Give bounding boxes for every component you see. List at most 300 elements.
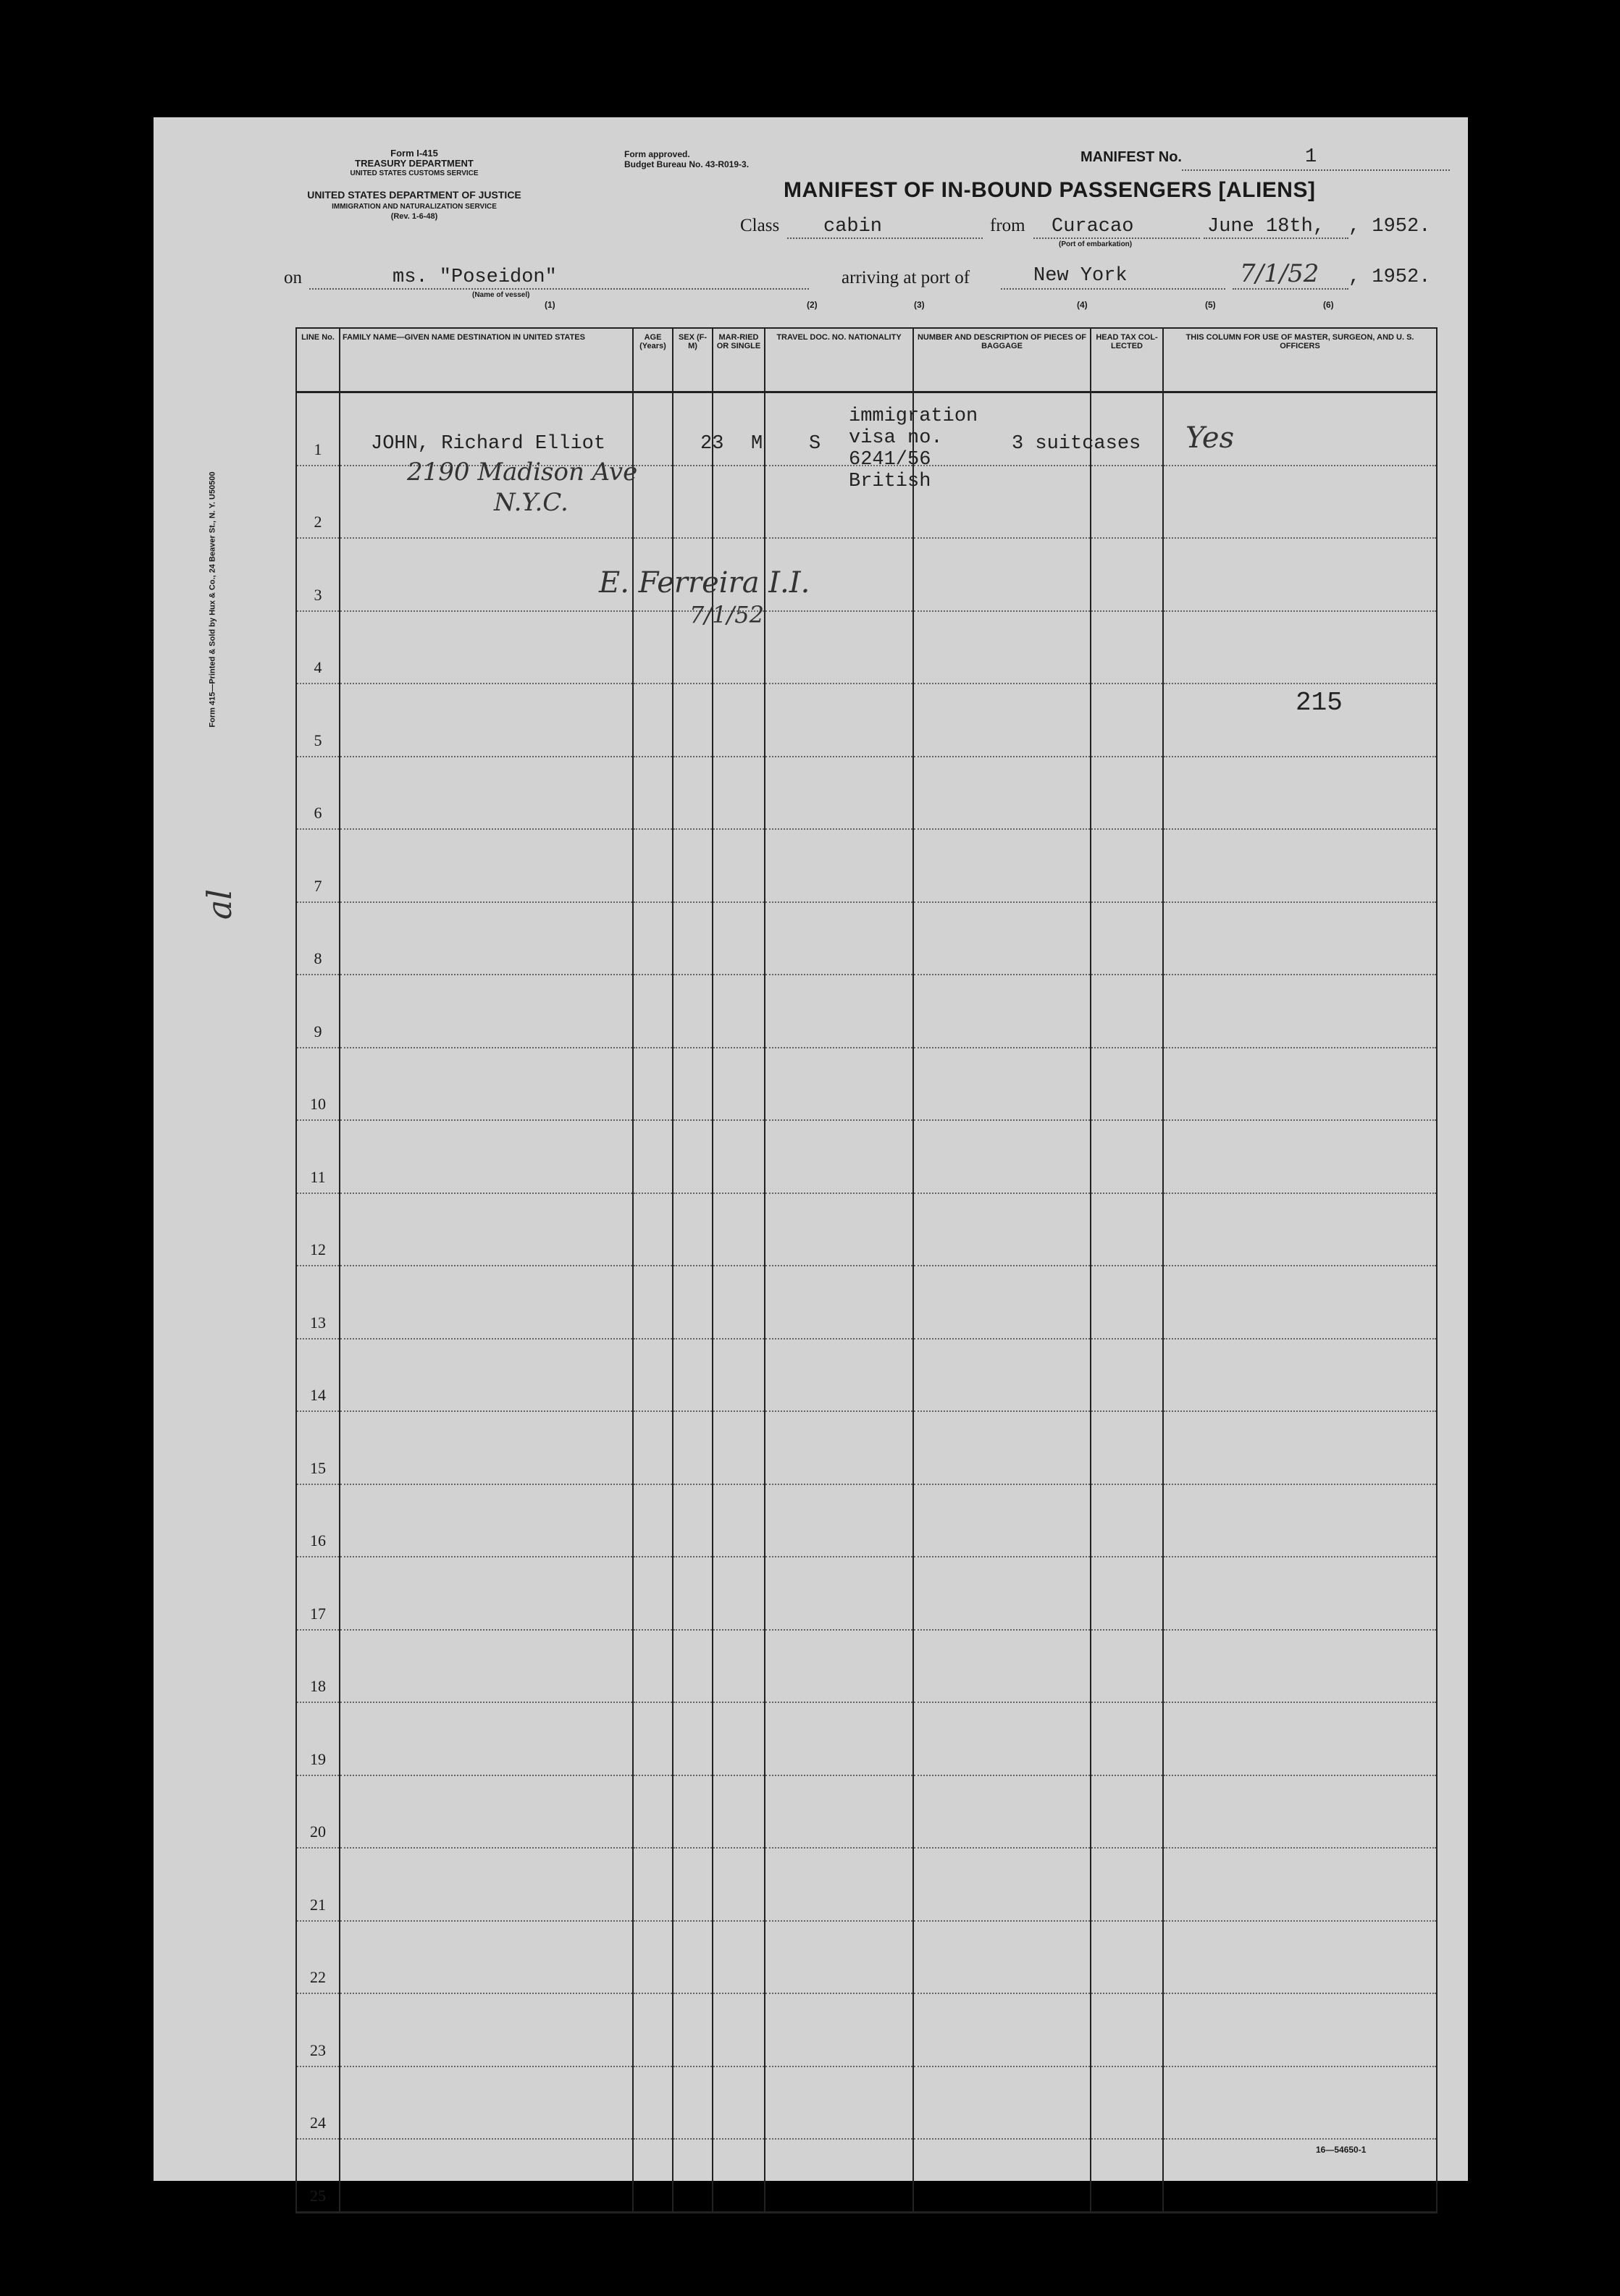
table-row <box>296 538 1437 611</box>
table-cell <box>673 1266 713 1339</box>
line-number: 15 <box>296 1411 340 1484</box>
table-cell <box>633 1048 673 1121</box>
travel-doc-line2: visa no. <box>849 427 943 449</box>
arriving-label: arriving at port of <box>842 268 970 287</box>
table-cell <box>633 1702 673 1775</box>
table-cell <box>1163 1993 1437 2066</box>
table-cell <box>673 2139 713 2212</box>
line-number: 20 <box>296 1775 340 1849</box>
table-cell <box>713 1339 765 1412</box>
line-number: 6 <box>296 757 340 830</box>
class-value: cabin <box>823 216 883 237</box>
dept-of-justice: UNITED STATES DEPARTMENT OF JUSTICE <box>307 189 521 201</box>
table-cell <box>1091 2139 1163 2212</box>
table-row <box>296 1702 1437 1775</box>
table-row <box>296 1120 1437 1193</box>
table-cell <box>913 1921 1091 1994</box>
table-cell <box>633 684 673 757</box>
table-cell <box>913 611 1091 684</box>
table-cell <box>913 2139 1091 2212</box>
table-cell <box>1091 1120 1163 1193</box>
table-cell <box>1091 1775 1163 1849</box>
table-cell <box>765 1848 913 1921</box>
table-row <box>296 757 1437 830</box>
port-embarkation-note: (Port of embarkation) <box>1059 240 1133 248</box>
table-cell <box>1091 829 1163 902</box>
table-cell <box>633 1266 673 1339</box>
table-cell <box>340 1193 633 1266</box>
embarkation-year: , 1952. <box>1348 216 1431 237</box>
table-cell <box>673 1702 713 1775</box>
table-cell <box>1091 2066 1163 2140</box>
table-cell <box>673 1630 713 1703</box>
signature-date: 7/1/52 <box>689 601 764 628</box>
table-cell <box>765 1411 913 1484</box>
table-cell <box>1091 611 1163 684</box>
table-row <box>296 1848 1437 1921</box>
table-cell <box>1091 1993 1163 2066</box>
table-cell <box>1163 1630 1437 1703</box>
head-tax-handwritten: Yes <box>1185 421 1235 455</box>
table-cell <box>340 1339 633 1412</box>
immigration-service: IMMIGRATION AND NATURALIZATION SERVICE <box>332 203 497 211</box>
table-cell <box>913 1775 1091 1849</box>
vessel-name: ms. "Poseidon" <box>393 266 557 288</box>
passenger-marital: S <box>809 433 821 455</box>
table-row <box>296 2139 1437 2212</box>
table-cell <box>913 1411 1091 1484</box>
table-cell <box>913 829 1091 902</box>
table-cell <box>673 1775 713 1849</box>
passenger-name: JOHN, Richard Elliot <box>371 433 606 455</box>
table-cell <box>673 466 713 539</box>
table-cell <box>1091 1557 1163 1630</box>
table-row <box>296 1048 1437 1121</box>
table-cell <box>673 1048 713 1121</box>
table-cell <box>913 1702 1091 1775</box>
table-cell <box>633 1921 673 1994</box>
table-cell <box>673 975 713 1048</box>
table-cell <box>713 1266 765 1339</box>
table-cell <box>1163 902 1437 975</box>
line-number: 4 <box>296 611 340 684</box>
margin-handwritten-note: al <box>200 888 240 920</box>
table-cell <box>1163 1120 1437 1193</box>
line-number: 13 <box>296 1266 340 1339</box>
table-cell <box>1163 538 1437 611</box>
line-number: 14 <box>296 1339 340 1412</box>
column-number-1: (1) <box>545 300 555 310</box>
table-cell <box>1163 611 1437 684</box>
table-cell <box>633 757 673 830</box>
table-cell <box>913 1630 1091 1703</box>
revision-date: (Rev. 1-6-48) <box>390 212 438 221</box>
embarkation-date: June 18th, <box>1207 216 1325 237</box>
table-cell <box>1091 975 1163 1048</box>
port-embarkation: Curacao <box>1052 216 1134 237</box>
table-row <box>296 1339 1437 1412</box>
line-number: 24 <box>296 2066 340 2140</box>
table-cell <box>765 1993 913 2066</box>
table-row <box>296 611 1437 684</box>
table-cell <box>1091 1921 1163 1994</box>
line-number: 23 <box>296 1993 340 2066</box>
table-cell <box>340 1848 633 1921</box>
table-row <box>296 975 1437 1048</box>
table-cell <box>633 1411 673 1484</box>
table-cell <box>340 2066 633 2140</box>
table-cell <box>913 538 1091 611</box>
table-cell <box>633 392 673 466</box>
table-cell <box>765 757 913 830</box>
table-cell <box>1163 1484 1437 1557</box>
col-header-baggage: NUMBER AND DESCRIPTION OF PIECES OF BAGGAGE <box>913 328 1091 392</box>
table-cell <box>1163 1339 1437 1412</box>
table-cell <box>713 829 765 902</box>
table-cell <box>633 2066 673 2140</box>
arrival-year: , 1952. <box>1348 266 1431 288</box>
treasury-department: TREASURY DEPARTMENT <box>355 158 474 169</box>
line-number: 17 <box>296 1557 340 1630</box>
address-handwritten-2: N.Y.C. <box>494 488 568 517</box>
table-cell <box>713 1993 765 2066</box>
col-header-headtax: HEAD TAX COL-LECTED <box>1091 328 1163 392</box>
table-cell <box>765 1048 913 1121</box>
table-cell <box>1163 1048 1437 1121</box>
table-cell <box>633 1557 673 1630</box>
table-cell <box>713 1048 765 1121</box>
table-cell <box>913 902 1091 975</box>
manifest-no-label: MANIFEST No. <box>1080 149 1182 165</box>
class-line <box>787 237 983 239</box>
table-cell <box>913 684 1091 757</box>
date-line <box>1204 237 1348 239</box>
table-cell <box>1163 2139 1437 2212</box>
table-cell <box>340 1630 633 1703</box>
table-cell <box>673 902 713 975</box>
table-cell <box>913 1339 1091 1412</box>
table-cell <box>633 1630 673 1703</box>
table-cell <box>713 684 765 757</box>
table-cell <box>340 1120 633 1193</box>
table-cell <box>673 1993 713 2066</box>
nationality: British <box>849 471 931 492</box>
form-number: Form I-415 <box>390 148 438 159</box>
table-cell <box>673 1848 713 1921</box>
manifest-no-value: 1 <box>1305 146 1317 168</box>
table-row <box>296 684 1437 757</box>
officer-stamp-number: 215 <box>1296 688 1343 718</box>
table-cell <box>673 1557 713 1630</box>
table-row <box>296 1411 1437 1484</box>
table-cell <box>1091 1339 1163 1412</box>
table-cell <box>340 684 633 757</box>
table-cell <box>713 1411 765 1484</box>
table-cell <box>1163 757 1437 830</box>
on-label: on <box>284 268 302 287</box>
table-cell <box>765 1921 913 1994</box>
table-cell <box>1163 829 1437 902</box>
line-number: 19 <box>296 1702 340 1775</box>
table-cell <box>1163 1557 1437 1630</box>
table-cell <box>1163 1775 1437 1849</box>
line-number: 18 <box>296 1630 340 1703</box>
form-approved: Form approved. <box>624 149 690 159</box>
passenger-table <box>295 327 1438 2213</box>
line-number: 8 <box>296 902 340 975</box>
table-cell <box>340 1484 633 1557</box>
table-cell <box>673 829 713 902</box>
table-cell <box>913 1484 1091 1557</box>
col-header-line: LINE No. <box>296 328 340 392</box>
col-header-sex: SEX (F-M) <box>673 328 713 392</box>
table-cell <box>913 1193 1091 1266</box>
table-cell <box>765 902 913 975</box>
table-cell <box>340 829 633 902</box>
line-number: 10 <box>296 1048 340 1121</box>
table-cell <box>913 1048 1091 1121</box>
col-header-name: FAMILY NAME—GIVEN NAME DESTINATION IN UNITED STATES <box>340 328 633 392</box>
table-cell <box>913 757 1091 830</box>
table-cell <box>633 1193 673 1266</box>
table-cell <box>713 2066 765 2140</box>
table-cell <box>765 1775 913 1849</box>
table-cell <box>913 975 1091 1048</box>
table-cell <box>673 1120 713 1193</box>
table-cell <box>340 1921 633 1994</box>
table-row <box>296 1266 1437 1339</box>
table-row <box>296 1921 1437 1994</box>
table-cell <box>673 1411 713 1484</box>
table-body <box>296 392 1437 2213</box>
table-cell <box>713 757 765 830</box>
column-number-4: (4) <box>1077 300 1088 310</box>
table-cell <box>1091 1848 1163 1921</box>
table-cell <box>633 1484 673 1557</box>
table-header <box>296 328 1437 392</box>
table-cell <box>340 538 633 611</box>
table-cell <box>713 466 765 539</box>
table-cell <box>340 1266 633 1339</box>
table-cell <box>713 1630 765 1703</box>
table-cell <box>1091 466 1163 539</box>
table-row <box>296 2066 1437 2140</box>
table-cell <box>633 902 673 975</box>
table-cell <box>633 1120 673 1193</box>
table-cell <box>1091 1048 1163 1121</box>
table-cell <box>1163 975 1437 1048</box>
column-number-6: (6) <box>1323 300 1334 310</box>
table-cell <box>713 1193 765 1266</box>
line-number: 5 <box>296 684 340 757</box>
table-row <box>296 902 1437 975</box>
address-handwritten-1: 2190 Madison Ave <box>407 458 638 487</box>
table-cell <box>765 1702 913 1775</box>
table-cell <box>713 1702 765 1775</box>
column-number-2: (2) <box>807 300 818 310</box>
column-number-5: (5) <box>1205 300 1216 310</box>
table-cell <box>633 829 673 902</box>
table-cell <box>913 2066 1091 2140</box>
table-cell <box>713 1848 765 1921</box>
baggage-description: 3 suitcases <box>1012 433 1141 455</box>
col-header-officers: THIS COLUMN FOR USE OF MASTER, SURGEON, AND U. S. OFFICERS <box>1163 328 1437 392</box>
table-cell <box>633 611 673 684</box>
table-cell <box>673 2066 713 2140</box>
table-cell <box>1163 1411 1437 1484</box>
form-footer-code: 16—54650-1 <box>1316 2145 1367 2155</box>
passenger-age: 23 <box>700 433 724 455</box>
budget-bureau: Budget Bureau No. 43-R019-3. <box>624 159 750 169</box>
table-cell <box>340 902 633 975</box>
line-number: 2 <box>296 466 340 539</box>
line-number: 11 <box>296 1120 340 1193</box>
line-number: 12 <box>296 1193 340 1266</box>
table-cell <box>913 1120 1091 1193</box>
arrival-port: New York <box>1033 265 1128 287</box>
table-cell <box>913 466 1091 539</box>
table-cell <box>340 1775 633 1849</box>
table-cell <box>633 1775 673 1849</box>
table-cell <box>765 829 913 902</box>
table-cell <box>1091 1630 1163 1703</box>
table-cell <box>1091 1193 1163 1266</box>
table-cell <box>765 2066 913 2140</box>
table-cell <box>340 757 633 830</box>
table-cell <box>340 1557 633 1630</box>
travel-doc-line3: 6241/56 <box>849 449 931 471</box>
table-cell <box>340 1993 633 2066</box>
table-cell <box>673 757 713 830</box>
table-cell <box>633 1848 673 1921</box>
class-label: Class <box>740 216 780 235</box>
table-cell <box>340 2139 633 2212</box>
table-cell <box>340 975 633 1048</box>
table-cell <box>765 684 913 757</box>
from-label: from <box>990 216 1025 235</box>
table-cell <box>765 1630 913 1703</box>
line-number: 9 <box>296 975 340 1048</box>
table-cell <box>713 902 765 975</box>
table-cell <box>1091 902 1163 975</box>
table-cell <box>713 1120 765 1193</box>
table-cell <box>633 1993 673 2066</box>
table-cell <box>913 1993 1091 2066</box>
line-number: 1 <box>296 392 340 466</box>
table-row <box>296 1484 1437 1557</box>
table-cell <box>673 1339 713 1412</box>
table-cell <box>1163 1702 1437 1775</box>
table-cell <box>633 1339 673 1412</box>
manifest-no-line <box>1182 169 1450 171</box>
table-cell <box>1091 757 1163 830</box>
table-cell <box>340 611 633 684</box>
arrival-date-handwritten: 7/1/52 <box>1240 259 1319 288</box>
customs-service: UNITED STATES CUSTOMS SERVICE <box>350 169 479 177</box>
line-number: 22 <box>296 1921 340 1994</box>
table-cell <box>765 1266 913 1339</box>
col-header-married: MAR-RIED OR SINGLE <box>713 328 765 392</box>
table-cell <box>765 611 913 684</box>
table-cell <box>713 2139 765 2212</box>
table-row <box>296 829 1437 902</box>
table-cell <box>1163 1193 1437 1266</box>
table-cell <box>713 1921 765 1994</box>
table-cell <box>713 1557 765 1630</box>
table-cell <box>340 1048 633 1121</box>
table-cell <box>913 1557 1091 1630</box>
table-cell <box>713 1775 765 1849</box>
vessel-note: (Name of vessel) <box>472 291 530 299</box>
column-number-3: (3) <box>914 300 925 310</box>
table-cell <box>673 1484 713 1557</box>
table-cell <box>1163 466 1437 539</box>
line-number: 7 <box>296 829 340 902</box>
table-row <box>296 1193 1437 1266</box>
vessel-line <box>309 288 809 290</box>
line-number: 3 <box>296 538 340 611</box>
table-cell <box>765 975 913 1048</box>
table-cell <box>673 684 713 757</box>
table-cell <box>1163 1921 1437 1994</box>
table-cell <box>1091 684 1163 757</box>
table-row <box>296 1993 1437 2066</box>
table-cell <box>913 1266 1091 1339</box>
travel-doc-line1: immigration <box>849 405 978 427</box>
table-cell <box>633 466 673 539</box>
table-cell <box>633 2139 673 2212</box>
manifest-title: MANIFEST OF IN-BOUND PASSENGERS [ALIENS] <box>784 178 1316 202</box>
table-cell <box>673 1921 713 1994</box>
passenger-sex: M <box>751 433 763 455</box>
table-cell <box>340 1411 633 1484</box>
line-number: 21 <box>296 1848 340 1921</box>
table-cell <box>1091 1484 1163 1557</box>
table-cell <box>765 1193 913 1266</box>
table-cell <box>713 1484 765 1557</box>
col-header-travel: TRAVEL DOC. NO. NATIONALITY <box>765 328 913 392</box>
table-cell <box>340 1702 633 1775</box>
inspector-signature: E. Ferreira I.I. <box>599 566 810 600</box>
table-cell <box>1091 1411 1163 1484</box>
table-cell <box>765 1339 913 1412</box>
table-cell <box>1091 538 1163 611</box>
manifest-page <box>154 117 1468 2205</box>
table-cell <box>1091 1266 1163 1339</box>
printer-imprint: Form 415—Printed & Sold by Hux & Co., 24 Beaver St., N. Y. U50500 <box>208 471 217 728</box>
table-cell <box>765 1557 913 1630</box>
from-line <box>1033 237 1200 239</box>
table-cell <box>765 1120 913 1193</box>
table-cell <box>633 975 673 1048</box>
line-number: 16 <box>296 1484 340 1557</box>
table-cell <box>1163 1848 1437 1921</box>
table-cell <box>1091 1702 1163 1775</box>
col-header-age: AGE (Years) <box>633 328 673 392</box>
table-cell <box>1163 1266 1437 1339</box>
table-row <box>296 1775 1437 1849</box>
table-cell <box>765 1484 913 1557</box>
table-cell <box>673 1193 713 1266</box>
table-row <box>296 1557 1437 1630</box>
table-cell <box>765 2139 913 2212</box>
table-cell <box>1163 2066 1437 2140</box>
table-row <box>296 1630 1437 1703</box>
table-cell <box>913 1848 1091 1921</box>
line-number: 25 <box>296 2139 340 2212</box>
arrival-date-line <box>1233 288 1348 290</box>
table-cell <box>713 975 765 1048</box>
